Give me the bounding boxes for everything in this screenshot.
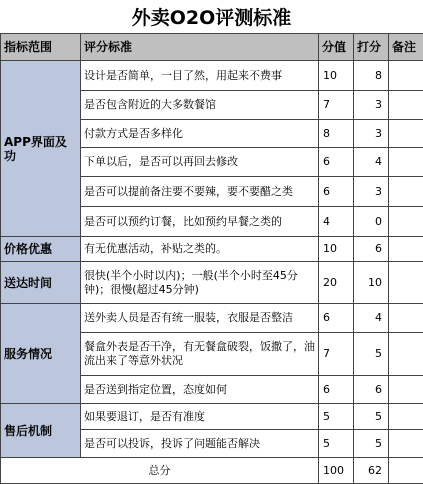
remark-cell (389, 177, 423, 207)
criteria-cell: 如果要退订，是否有准度 (81, 404, 319, 430)
weight-cell: 6 (319, 376, 354, 404)
score-cell: 4 (354, 304, 389, 333)
weight-cell: 6 (319, 304, 354, 333)
header-weight: 分值 (319, 34, 354, 61)
weight-cell: 5 (319, 404, 354, 430)
score-cell: 0 (354, 207, 389, 237)
criteria-cell: 是否送到指定位置，态度如何 (81, 376, 319, 404)
criteria-cell: 是否可以预约订餐，比如预约早餐之类的 (81, 207, 319, 237)
remark-cell (389, 404, 423, 430)
remark-cell (389, 61, 423, 91)
table-row (1, 404, 423, 430)
weight-cell: 20 (319, 262, 354, 304)
weight-cell: 6 (319, 177, 354, 207)
criteria-cell: 很快(半个小时以内)；一般(半个小时至45分钟)；很慢(超过45分钟) (81, 262, 319, 304)
criteria-cell: 付款方式是否多样化 (81, 120, 319, 148)
criteria-cell: 是否可以投诉，投诉了问题能否解决 (81, 430, 319, 458)
total-weight: 100 (319, 458, 354, 484)
header-remark: 备注 (389, 34, 423, 61)
score-cell: 8 (354, 61, 389, 91)
category-app: APP界面及功 (1, 61, 81, 237)
score-cell: 3 (354, 120, 389, 148)
score-cell: 3 (354, 177, 389, 207)
score-cell: 10 (354, 262, 389, 304)
score-cell: 5 (354, 404, 389, 430)
remark-cell (389, 207, 423, 237)
score-cell: 5 (354, 333, 389, 376)
table-row (1, 262, 423, 304)
sheet-title: 外卖O2O评测标准 (0, 0, 423, 33)
category-price: 价格优惠 (1, 237, 81, 262)
criteria-cell: 是否可以提前备注要不要辣，要不要醋之类 (81, 177, 319, 207)
criteria-cell: 设计是否简单，一目了然，用起来不费事 (81, 61, 319, 91)
remark-cell (389, 237, 423, 262)
category-aftersale: 售后机制 (1, 404, 81, 458)
weight-cell: 7 (319, 333, 354, 376)
weight-cell: 7 (319, 91, 354, 120)
criteria-cell: 有无优惠活动，补贴之类的。 (81, 237, 319, 262)
weight-cell: 6 (319, 148, 354, 177)
header-row (1, 34, 423, 61)
total-label: 总分 (1, 458, 319, 484)
score-cell: 5 (354, 430, 389, 458)
criteria-cell: 送外卖人员是否有统一服装，衣服是否整洁 (81, 304, 319, 333)
weight-cell: 4 (319, 207, 354, 237)
evaluation-table (0, 33, 423, 484)
remark-cell (389, 91, 423, 120)
table-row (1, 304, 423, 333)
remark-cell (389, 430, 423, 458)
remark-cell (389, 148, 423, 177)
score-cell: 6 (354, 376, 389, 404)
weight-cell: 8 (319, 120, 354, 148)
criteria-cell: 下单以后，是否可以再回去修改 (81, 148, 319, 177)
remark-cell (389, 304, 423, 333)
table-row (1, 61, 423, 91)
category-service: 服务情况 (1, 304, 81, 404)
remark-cell (389, 333, 423, 376)
category-delivery: 送达时间 (1, 262, 81, 304)
criteria-cell: 餐盒外表是否干净，有无餐盒破裂，饭撒了，油流出来了等意外状况 (81, 333, 319, 376)
table-row (1, 237, 423, 262)
total-score: 62 (354, 458, 389, 484)
criteria-cell: 是否包含附近的大多数餐馆 (81, 91, 319, 120)
header-indicator: 指标范围 (1, 34, 81, 61)
remark-cell (389, 262, 423, 304)
weight-cell: 10 (319, 237, 354, 262)
score-cell: 6 (354, 237, 389, 262)
score-cell: 3 (354, 91, 389, 120)
remark-cell (389, 120, 423, 148)
header-criteria: 评分标准 (81, 34, 319, 61)
remark-cell (389, 376, 423, 404)
weight-cell: 5 (319, 430, 354, 458)
score-cell: 4 (354, 148, 389, 177)
header-score: 打分 (354, 34, 389, 61)
weight-cell: 10 (319, 61, 354, 91)
